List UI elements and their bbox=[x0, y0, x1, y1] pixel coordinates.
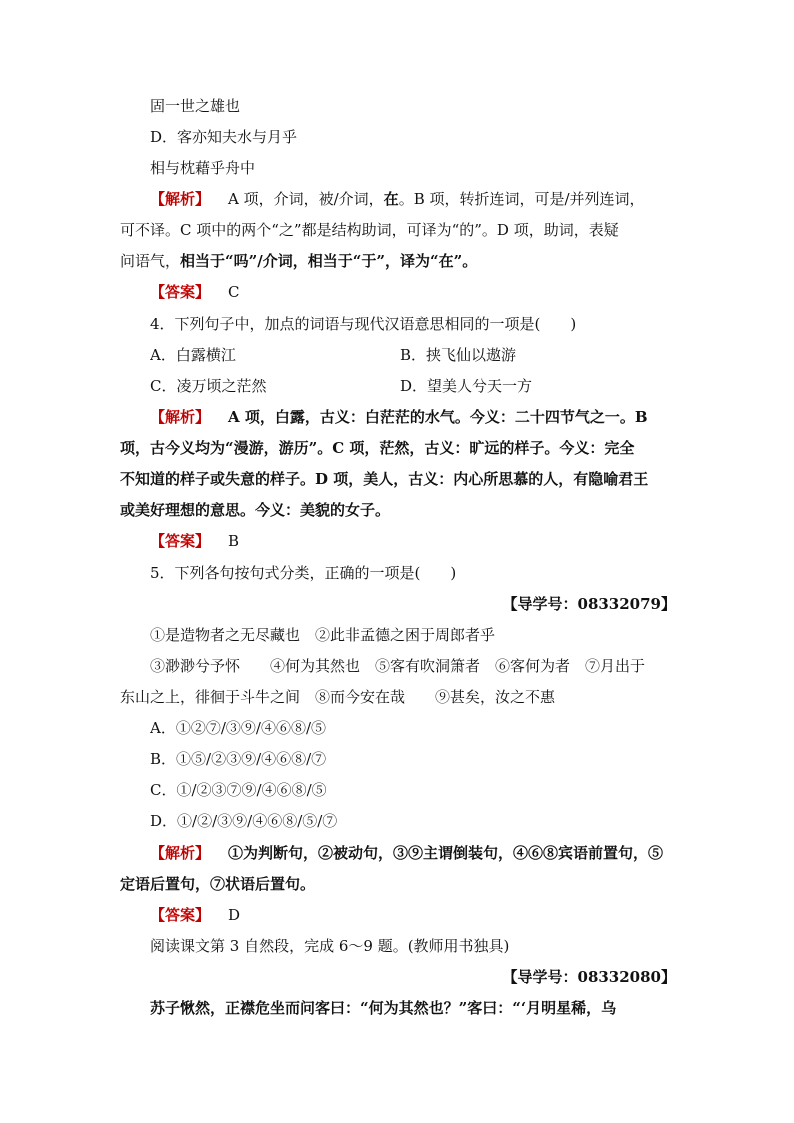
q5-option-b: B．①⑤/②③⑨/④⑥⑧/⑦ bbox=[150, 750, 327, 768]
analysis-3-line3 bbox=[120, 250, 676, 272]
analysis-text: 相当于“吗”/介词， bbox=[180, 252, 308, 270]
analysis-5-line2: 定语后置句，⑦状语后置句。 bbox=[120, 875, 316, 893]
analysis-text: ①为判断句，②被动句，③⑨主谓倒装句，④⑥⑧宾语前置句，⑤ bbox=[228, 844, 664, 862]
answer-label: 【答案】 bbox=[150, 283, 211, 301]
sentence-list-line1: ①是造物者之无尽藏也 ②此非孟德之困于周郎者乎 bbox=[150, 626, 496, 644]
option-c: C．凌万顷之茫然 bbox=[150, 377, 267, 395]
answer-value: B bbox=[228, 532, 240, 550]
answer-4 bbox=[150, 530, 676, 552]
answer-label: 【答案】 bbox=[150, 906, 211, 924]
answer-label: 【答案】 bbox=[150, 532, 211, 550]
analysis-4-line3: 不知道的样子或失意的样子。D 项，美人，古义：内心所思慕的人，有隐喻君王 bbox=[120, 470, 649, 488]
q4-options-row1 bbox=[150, 344, 676, 366]
analysis-4-line1 bbox=[150, 406, 676, 428]
analysis-text: 问语气， bbox=[120, 252, 181, 270]
option-d: D．客亦知夫水与月乎 bbox=[150, 128, 298, 146]
answer-value: D bbox=[228, 906, 241, 924]
analysis-4-line4: 或美好理想的意思。今义：美貌的女子。 bbox=[120, 501, 391, 519]
analysis-5-line1 bbox=[150, 842, 676, 864]
sentence-list-line2: ③渺渺兮予怀 ④何为其然也 ⑤客有吹洞箫者 ⑥客何为者 ⑦月出于 bbox=[150, 657, 646, 675]
option-d-line2: 相与枕藉乎舟中 bbox=[150, 159, 256, 177]
q5-option-d: D．①/②/③⑨/④⑥⑧/⑤/⑦ bbox=[150, 812, 338, 830]
analysis-label: 【解析】 bbox=[150, 408, 211, 426]
answer-5 bbox=[150, 904, 676, 926]
analysis-text: 。B 项，转折连词，可是/并列连词， bbox=[398, 190, 645, 208]
option-a: A．白露横江 bbox=[150, 346, 236, 364]
option-c-line2: 固一世之雄也 bbox=[150, 97, 241, 115]
analysis-label: 【解析】 bbox=[150, 844, 211, 862]
option-b: B．挟飞仙以遨游 bbox=[400, 346, 517, 364]
analysis-text: 在 bbox=[383, 190, 399, 208]
analysis-3-line1 bbox=[150, 188, 676, 210]
option-d: D．望美人兮天一方 bbox=[400, 377, 533, 395]
q5-option-c: C．①/②③⑦⑨/④⑥⑧/⑤ bbox=[150, 781, 327, 799]
question-5: 5．下列各句按句式分类，正确的一项是( ) bbox=[150, 564, 457, 582]
analysis-label: 【解析】 bbox=[150, 190, 211, 208]
reading-instruction: 阅读课文第 3 自然段，完成 6～9 题。(教师用书独具) bbox=[150, 937, 510, 955]
passage-text: 苏子愀然，正襟危坐而问客曰：“何为其然也？”客曰：“‘月明星稀，乌 bbox=[150, 999, 617, 1017]
analysis-text: A 项，白露，古义：白茫茫的水气。今义：二十四节气之一。B bbox=[228, 408, 648, 426]
answer-3 bbox=[150, 281, 676, 303]
analysis-text: 相当于“于”，译为 bbox=[307, 252, 431, 270]
reference-number: 【导学号：08332080】 bbox=[502, 968, 676, 986]
sentence-list-line3: 东山之上，徘徊于斗牛之间 ⑧而今安在哉 ⑨甚矣，汝之不惠 bbox=[120, 688, 556, 706]
answer-value: C bbox=[228, 283, 240, 301]
question-4: 4．下列句子中，加点的词语与现代汉语意思相同的一项是( ) bbox=[150, 315, 577, 333]
reference-number: 【导学号：08332079】 bbox=[502, 595, 676, 613]
analysis-text: “在”。 bbox=[430, 252, 478, 270]
analysis-3-line2: 可不译。C 项中的两个“之”都是结构助词，可译为“的”。D 项，助词，表疑 bbox=[120, 221, 619, 239]
q4-options-row2 bbox=[150, 375, 676, 397]
analysis-4-line2: 项，古今义均为“漫游，游历”。C 项，茫然，古义：旷远的样子。今义：完全 bbox=[120, 439, 635, 457]
analysis-text: A 项，介词，被/介词， bbox=[228, 190, 384, 208]
q5-option-a: A．①②⑦/③⑨/④⑥⑧/⑤ bbox=[150, 719, 326, 737]
